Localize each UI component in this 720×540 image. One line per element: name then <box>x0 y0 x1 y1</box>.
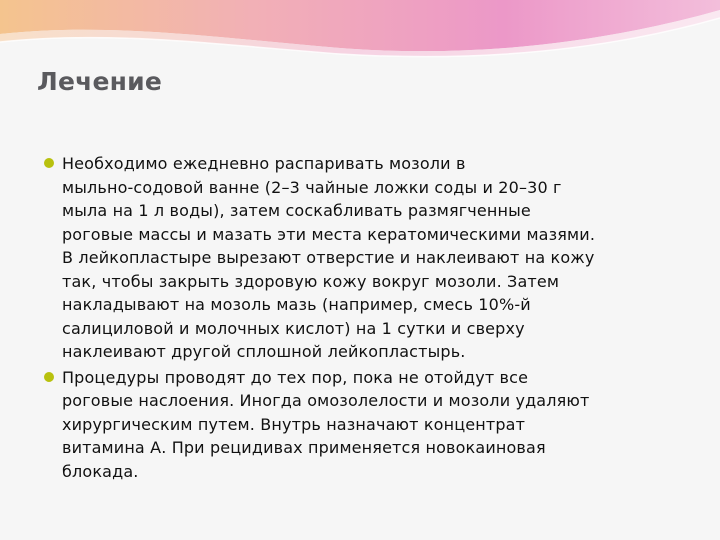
bullet-dot-icon <box>44 372 54 382</box>
slide-title: Лечение <box>37 67 162 96</box>
decorative-wave-header <box>0 0 720 60</box>
bullet-text: Необходимо ежедневно распаривать мозоли в мыльно-содовой ванне (2–3 чайные ложки соды и 20–30 г мыла на 1 л воды), затем соскабливать размягченные роговые массы и мазать эти места кератомическими мазями. В лейкопластыре вырезают отверстие и наклеивают на кожу так, чтобы закрыть здоровую кожу вокруг мозоли. Затем накладывают на мозоль мазь (например, смесь 10%-й салициловой и молочных кислот) на 1 сутки и сверху наклеивают другой сплошной лейкопластырь. <box>62 154 596 361</box>
list-item <box>44 152 694 364</box>
list-item <box>44 366 694 484</box>
bullet-list <box>44 152 694 485</box>
bullet-text: Процедуры проводят до тех пор, пока не отойдут все роговые наслоения. Иногда омозолелости и мозоли удаляют хирургическим путем. Внутрь назначают концентрат витамина А. При рецидивах применяется новокаиновая блокада. <box>62 367 590 481</box>
bullet-dot-icon <box>44 158 54 168</box>
